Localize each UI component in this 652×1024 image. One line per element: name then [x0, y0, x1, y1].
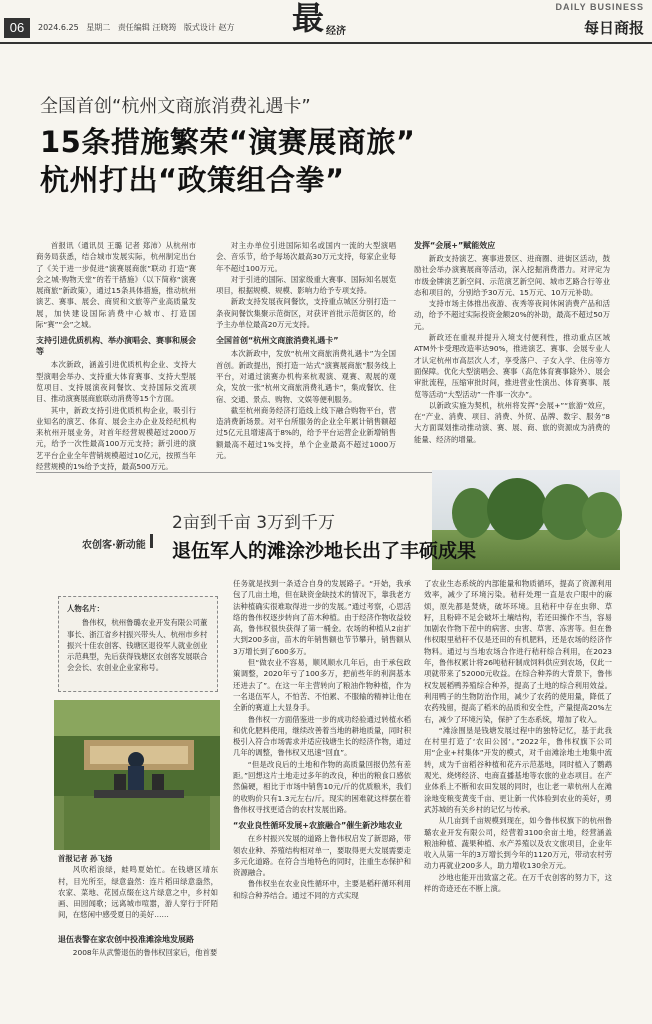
article1-subtitle: 全国首创“杭州文商旅消费礼遇卡” — [40, 96, 311, 117]
paragraph: 支持市场主体推出夜游、夜秀等夜间休闲消费产品和活动，给予不超过实际投资金额20%的补助，最高不超过50万元。 — [414, 299, 610, 331]
editor-credit: 责任编辑 汪晓筠 — [117, 23, 177, 32]
page-number: 06 — [4, 18, 30, 38]
paragraph: 首报讯（通讯员 王璐 记者 郑沛）从杭州市商务局获悉，结合城市发展实际，杭州制定出台了《关于进一步促进“演赛展商旅”联动 打造“赛会之城·购物天堂”的若干措施》（以下简称“演赛展商旅”新政策），通过15条具体措施，推动杭州演艺、赛事、展会、商贸和文旅等产业高质量发展，加快建设国际消费中心城市、打造国际“赛”“会”之城。 — [36, 241, 196, 330]
section-logo-char: 最 — [292, 0, 325, 37]
paragraph: 任务就是找到一条适合自身的发展路子。“开始，我承包了几亩土地，但在缺资金缺技术的情况下，靠我老方法种植确实很难取得进一步的发展。”通过考察，心思活络的鲁伟权逐步转向了苗木种植。由于经济作物收益较高，鲁伟权很快获得了第一桶金。农场的种植从2亩扩大到200多亩，苗木的年销售额也节节攀升，销售额从3万增长到了600多万。 — [233, 579, 411, 656]
article2-subtitle: 2亩到千亩 3万到千万 — [172, 513, 336, 533]
section-heading: 全国首创“杭州文商旅消费礼遇卡” — [216, 336, 339, 346]
paragraph: 2008年从武警退伍的鲁伟权回家后，他首要 — [72, 948, 218, 957]
paragraph: 截至杭州商务经济打造线上线下融合购物平台，营造消费新场景。对平台所服务的企业全年累计销售额超过5亿元且增速高于8%的，给予平台运营企业新增销售额最高不超过1%支持，单个企业最高不超过1000万元。 — [216, 405, 396, 461]
caption-text: 风吹稻浪绿，蛙鸣夏始忙。在钱塘区靖东村，目光所至，绿意盎然：连片稻田绿意盎然，农家、菜地、花园点缀在这片绿意之中，乡村如画、田园闻歌；远离城市喧嚣，游人穿行于阡陌间，在悠闲中感受夏日的美好…… — [58, 865, 218, 920]
section-name: 经济 — [326, 26, 346, 37]
paragraph: 从几亩到千亩规模到现在，如今鲁伟权旗下的杭州鲁璐农业开发有限公司，经营着3100余亩土地，经营涵盖粮油种植、蔬果种植、水产养殖以及农文旅项目，企业年收入从第一年的3万增长到今年的1120万元，带动农村劳动力再就业200多人，助力增收130余万元。 — [424, 816, 612, 871]
paragraph: “但是改良后的土地和作物的高质量回报仍然有差距。”回想这片土地走过多年的改良，种出的粮食口感依然偏硬，相比于市场中销售10元/斤的优质粮米，我们的收购价只有1.3元左右/斤。现实的困难就这样摆在着鲁伟权寻找更适合的农村发展出路。 — [233, 759, 411, 814]
article2-column-1 — [58, 934, 218, 1022]
farm-photo — [54, 700, 220, 850]
header-meta — [38, 22, 239, 33]
paragraph: 本次新政中，发放“杭州文商旅消费礼遇卡”为全国首创。新政提出，预打造一站式“演赛展商旅”服务线上平台，对通过演赛办机构来杭观演、观赛、观展的观众，发放一张“杭州文商旅消费礼遇卡”，集成餐饮、住宿、交通、景点、购物、文娱等便利服务。 — [216, 349, 396, 404]
paragraph: 以新政实施为契机，杭州将发挥“会展+”“旅游”效应，在“产业、消费、项目、消费、外贸、品牌、数字、服务”8大方面谋划推动推动演、赛、展、商、旅的资源成为消费的能量、经济的增量。 — [414, 400, 610, 444]
article2-column-3 — [424, 578, 612, 1022]
section-heading: 支持引进优质机构、举办演唱会、赛事和展会等 — [36, 336, 196, 357]
paragraph: 了农业生态系统的内部能量和物质循环，提高了资源利用效率，减少了环境污染。秸秆处理一直是农户眼中的麻烦，原先都是焚烧，破坏环境。且秸秆中存在虫卵、草籽，且粉碎不足会破坏土壤结构，若还田操作不当，容易加剧农作物下茬中的病害、虫害、草害、冻害等。但在鲁伟权眼里秸秆不仅是还田的有机肥料，还是农场的经济作物料。通过与当地农场合作进行秸秆综合利用，在2023年，鲁伟权累计将26吨秸秆制成饲料供应到农场，仅此一项就带来了52000元收益。在综合种养的大背景下，鲁伟权发展稻鸭养殖综合种养，提高了土地的综合利用效益。利用鸭子的生物防治作用，减少了农药的使用量，降低了农药残留，提高了稻米的品质和安全性，产量提高20%左右，减少了环境污染，保护了生态系统，增加了收入。 — [424, 579, 612, 724]
paragraph: 其中，新政支持引进优质机构企业，吸引行业知名的演艺、体育、展会主办企业及经纪机构来杭州开展业务，对首年经营规模超过2000万元，给予一次性最高100万元支持；新引进的演艺平台企业全年营销规模超过10亿元，按照当年经营规模的1%给予支持，最高500万元。 — [36, 405, 196, 472]
paragraph: 但“做农业不容易，顺风顺水几年后，由于承包政策调整，2020年亏了100多万，把前些年的利润基本还进去了”。在这一年主营转向了粮油作物种植，作为一名退伍军人，不怕苦、不怕累、不服输的精神让他在全新的赛道上大显身手。 — [233, 658, 411, 713]
paragraph: 新政还在重视并提升入境支付便利性，推动重点区域ATM外卡受理改造率达90%，推进演艺、赛事、会展专业人才认定杭州市高层次人才，享受落户、子女入学、住房等方面保障。优化大型演唱会、赛事（高危体育赛事除外）、展会审批流程，压缩审批时间，推进营业性演出、体育赛事、展览等活动“大型活动”一件事一次办”。 — [414, 333, 610, 399]
profile-heading: 人物名片： — [67, 604, 104, 613]
article1-column-1 — [36, 240, 196, 472]
section-heading: “农业良性循环发展+农旅融合”催生新沙地农业 — [233, 821, 403, 831]
profile-text: 鲁伟权，杭州鲁璐农业开发有限公司董事长、浙江省乡村振兴带头人、杭州市乡村振兴十佳农创客、钱塘区退役军人就业创业示范典型，先后获得钱塘区农创客发展联合会会长、农创业企业家称号。 — [67, 618, 208, 673]
paragraph: 鲁伟权一方面借鉴进一步的成功经验通过转植水稻和优化肥料使用，继续改善着当地的耕地质量，同时积极引入符合市场需求并适应钱塘生长的经济作物，通过几年的调整，鲁伟权又迅速“回血”。 — [233, 714, 411, 758]
paragraph: 新政支持演艺、赛事进景区、进商圈、进街区活动，鼓励社会举办演赛展商等活动，深入挖掘消费潜力。对评定为市级金牌演艺新空间、示范演艺新空间、城市艺路合行等业态和项目的，分别给予30万元、15万元、10万元补助。 — [414, 254, 610, 297]
section-heading: 发挥“会展+”赋能效应 — [414, 241, 496, 250]
article2-title: 退伍军人的滩涂沙地长出了丰硕成果 — [172, 540, 477, 562]
section-heading: 退伍表警在家农创中投准滩涂地发展路 — [58, 935, 194, 944]
designer-credit: 版式设计 赵方 — [183, 23, 235, 32]
article1-title-line2: 杭州打出“政策组合拳” — [40, 163, 345, 197]
paragraph: 本次新政，涵盖引进优质机构企业、支持大型演唱会举办、支持重大体育赛事、支持大型展览项目、支持展演夜间餐饮、支持国际交流项目、推动演赛展商旅联动消费等15个方面。 — [36, 360, 196, 404]
paper-name-cn: 每日商报 — [583, 19, 644, 37]
paragraph: 鲁伟权坐在农业良性循环中，主要是稻秆循环利用和综合种养结合。通过不同的方式实现 — [233, 879, 411, 900]
paragraph: 对于引进的国际、国家级重大赛事、国际知名展览项目，根据规模、规模、影响力给予专项支持。 — [216, 274, 396, 296]
tag-bar — [150, 534, 153, 548]
profile-box — [58, 596, 218, 692]
article1-column-2 — [216, 240, 396, 461]
photo-caption — [58, 853, 218, 921]
paragraph: “滩涂围垦是钱塘发展过程中的独特记忆，基于此我在村里打造了‘农田公园’。”2022年，鲁伟权旗下公司用“企业+村集体”开发的模式，对千亩滩涂地土地集中流转，成为千亩稻谷种植和花卉示范基地，同时植入了鹦鹉观光、烧烤经济、电商直播基地等农旅的业态项目。在产业体系上不断和农田发展的同时，也让老一辈杭州人在滩涂地变粮变黄变千亩、更让新一代体验到农业的美好，勇武苏城的有关乡村的记忆与传承。 — [424, 725, 612, 814]
article1-title-line1: 15条措施繁荣“演赛展商旅” — [40, 125, 416, 159]
farm-photo-illustration — [54, 700, 220, 850]
column-tag: 农创客·新动能 — [82, 540, 146, 551]
article2-column-2 — [233, 578, 411, 1022]
paragraph: 沙地也能开出致富之花。在万千农创客的努力下，这样的奇迹还在不断上演。 — [424, 872, 612, 894]
paragraph: 在乡村振兴发展的道路上鲁伟权启发了新思路，带领农业种、养殖结构相对单一，要取得更大发展需要走多元化道路。在符合当地特色的同时，注重生态保护和资源融合。 — [233, 834, 411, 878]
issue-date: 2024.6.25 — [38, 23, 79, 32]
weekday: 星期二 — [86, 23, 111, 32]
paragraph: 新政支持发展夜间餐饮，支持重点城区分别打造一条夜间餐饮集聚示范街区，对获评首批示范街区的，给予主办单位最高20万元支持。 — [216, 297, 396, 330]
paragraph: 对主办单位引进国际知名或国内一流的大型演唱会、音乐节，给予每场次最高30万元支持，每家企业每年不超过100万元。 — [216, 241, 396, 273]
paper-name-en: DAILY BUSINESS — [555, 2, 644, 12]
article1-column-3 — [414, 240, 610, 450]
page-header — [0, 0, 652, 44]
caption-credit: 首报记者 孙飞扬 — [58, 854, 113, 863]
